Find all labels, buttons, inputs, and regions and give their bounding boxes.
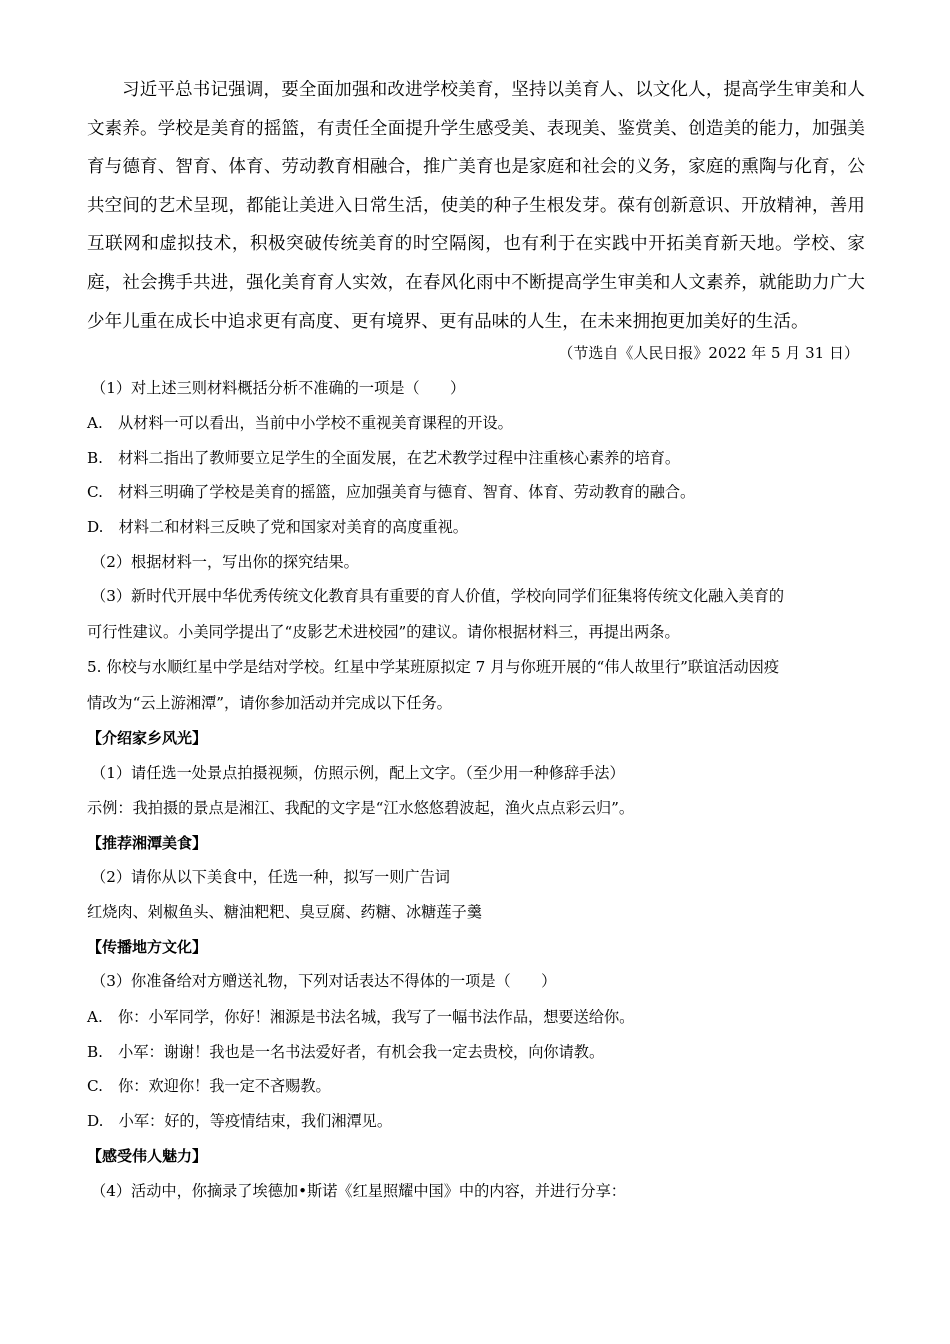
question-1-stem: （1）对上述三则材料概括分析不准确的一项是（ ） (91, 379, 466, 397)
passage-paragraph: 习近平总书记强调，要全面加强和改进学校美育，坚持以美育人、以文化人，提高学生审美和人文素养。学校是美育的摇篮，有责任全面提升学生感受美、表现美、鉴赏美、创造美的能力，加强美育与德育、智育、体育、劳动教育相融合，推广美育也是家庭和社会的义务，家庭的熏陶与化育，公共空间的艺术呈现，都能让美进入日常生活，使美的种子生根发芽。葆有创新意识、开放精神，善用互联网和虚拟技术，积极突破传统美育的时空隔阂，也有利于在实践中开拓美育新天地。学校、家庭，社会携手共进，强化美育育人实效，在春风化雨中不断提高学生审美和人文素养，就能助力广大少年儿重在成长中追求更有高度、更有境界、更有品味的人生，在未来拥抱更加美好的生活。 (87, 80, 865, 332)
section-heading: 【推荐湘潭美食】 (87, 834, 208, 852)
section-heading: 【介绍家乡风光】 (87, 729, 208, 747)
task-1-stem: （1）请任选一处景点拍摄视频，仿照示例，配上文字。（至少用一种修辞手法） (91, 764, 625, 782)
food-list: 红烧肉、剁椒鱼头、糖油粑粑、臭豆腐、药糖、冰糖莲子羹 (87, 903, 482, 921)
task-4-stem: （4）活动中，你摘录了埃德加•斯诺《红星照耀中国》中的内容，并进行分享： (91, 1182, 626, 1200)
option-b: B. 小军：谢谢！我也是一名书法爱好者，有机会我一定去贵校，向你请教。 (87, 1043, 605, 1061)
question-2-stem: （2）根据材料一，写出你的探究结果。 (91, 553, 359, 571)
option-a: A. 你：小军同学，你好！湘源是书法名城，我写了一幅书法作品，想要送给你。 (87, 1008, 635, 1026)
task-1-example: 示例：我拍摄的景点是湘江、我配的文字是“江水悠悠碧波起，渔火点点彩云归”。 (87, 799, 635, 817)
option-a: A. 从材料一可以看出，当前中小学校不重视美育课程的开设。 (87, 414, 513, 432)
question-5-stem-cont: 情改为“云上游湘潭”，请你参加活动并完成以下任务。 (87, 694, 452, 712)
option-b: B. 材料二指出了教师要立足学生的全面发展，在艺术教学过程中注重核心素养的培育。 (87, 449, 681, 467)
question-3-stem: （3）新时代开展中华优秀传统文化教育具有重要的育人价值，学校向同学们征集将传统文化融入美育的 (91, 587, 785, 605)
section-heading: 【传播地方文化】 (87, 938, 208, 956)
question-5-stem: 5. 你校与水顺红星中学是结对学校。红星中学某班原拟定 7 月与你班开展的“伟人故里行”联谊活动因疫 (87, 658, 780, 676)
section-heading: 【感受伟人魅力】 (87, 1147, 208, 1165)
task-2-stem: （2）请你从以下美食中，任选一种，拟写一则广告词 (91, 868, 450, 886)
option-d: D. 材料二和材料三反映了党和国家对美育的高度重视。 (87, 518, 468, 536)
option-d: D. 小军：好的，等疫情结束，我们湘潭见。 (87, 1112, 393, 1130)
source-citation: （节选自《人民日报》2022 年 5 月 31 日） (558, 344, 859, 362)
option-c: C. 材料三明确了学校是美育的摇篮，应加强美育与德育、智育、体育、劳动教育的融合。 (87, 483, 696, 501)
task-3-stem: （3）你准备给对方赠送礼物，下列对话表达不得体的一项是（ ） (91, 972, 557, 990)
question-3-stem-cont: 可行性建议。小美同学提出了“皮影艺术进校园”的建议。请你根据材料三，再提出两条。 (87, 623, 680, 641)
option-c: C. 你：欢迎你！我一定不吝赐教。 (87, 1077, 331, 1095)
